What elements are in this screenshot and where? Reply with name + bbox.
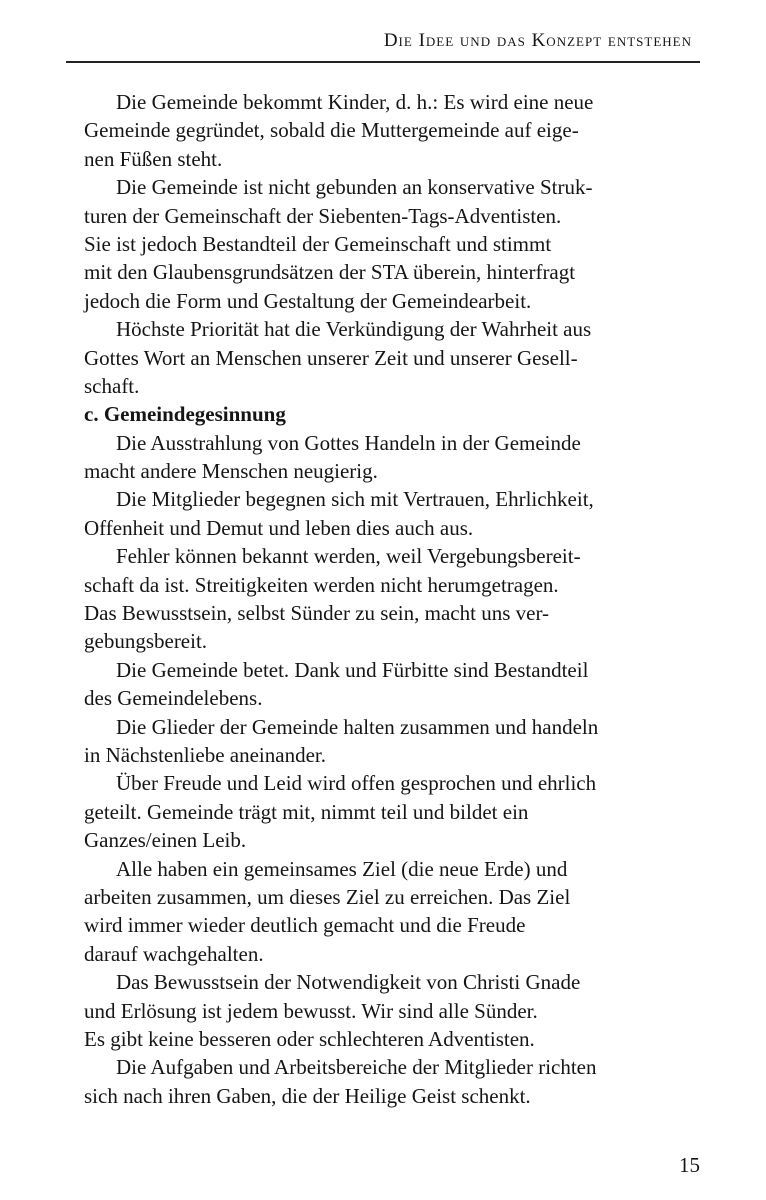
text-line: turen der Gemeinschaft der Siebenten-Tags-Adventisten.: [84, 203, 562, 228]
page-number: 15: [679, 1153, 700, 1177]
text-line: mit den Glaubensgrundsätzen der STA überein, hinterfragt: [84, 260, 576, 285]
text-line: Alle haben ein gemeinsames Ziel (die neue Erde) und: [116, 856, 568, 881]
text-line: gebungsbereit.: [84, 629, 208, 654]
text-line: Offenheit und Demut und leben dies auch aus.: [84, 515, 474, 540]
text-line: Die Gemeinde bekommt Kinder, d. h.: Es wird eine neue: [116, 90, 594, 114]
text-line: wird immer wieder deutlich gemacht und die Freude: [84, 913, 526, 938]
text-line: jedoch die Form und Gestaltung der Gemeindearbeit.: [84, 288, 532, 313]
text-line: Die Aufgaben und Arbeitsbereiche der Mitglieder richten: [116, 1055, 597, 1080]
body-text: [84, 88, 700, 1110]
text-line: sich nach ihren Gaben, die der Heilige Geist schenkt.: [84, 1083, 531, 1108]
text-line: und Erlösung ist jedem bewusst. Wir sind alle Sünder.: [84, 998, 538, 1023]
text-line: Das Bewusstsein, selbst Sünder zu sein, macht uns ver-: [84, 601, 550, 626]
section-heading: c. Gemeindegesinnung: [84, 402, 286, 427]
text-line: schaft da ist. Streitigkeiten werden nicht herumgetragen.: [84, 572, 559, 597]
text-line: Die Glieder der Gemeinde halten zusammen und handeln: [116, 714, 599, 739]
text-line: Sie ist jedoch Bestandteil der Gemeinschaft und stimmt: [84, 231, 552, 256]
text-line: Die Gemeinde betet. Dank und Fürbitte sind Bestandteil: [116, 657, 589, 682]
text-line: des Gemeindelebens.: [84, 686, 263, 711]
text-line: arbeiten zusammen, um dieses Ziel zu erreichen. Das Ziel: [84, 884, 571, 909]
text-line: schaft.: [84, 373, 140, 398]
text-line: Gemeinde gegründet, sobald die Muttergemeinde auf eige-: [84, 118, 579, 143]
running-head: Die Idee und das Konzept entstehen: [383, 30, 692, 51]
text-line: Über Freude und Leid wird offen gesprochen und ehrlich: [116, 771, 597, 796]
text-line: in Nächstenliebe aneinander.: [84, 742, 326, 767]
text-line: macht andere Menschen neugierig.: [84, 459, 378, 484]
text-line: nen Füßen steht.: [84, 146, 223, 171]
text-line: Die Ausstrahlung von Gottes Handeln in der Gemeinde: [116, 430, 581, 455]
text-line: Die Gemeinde ist nicht gebunden an konservative Struk-: [116, 175, 593, 200]
text-line: geteilt. Gemeinde trägt mit, nimmt teil und bildet ein: [84, 799, 529, 824]
text-line: Höchste Priorität hat die Verkündigung der Wahrheit aus: [116, 317, 592, 342]
header-rule: [66, 61, 700, 63]
text-line: Ganzes/einen Leib.: [84, 828, 247, 853]
text-line: Fehler können bekannt werden, weil Vergebungsbereit-: [116, 544, 581, 569]
text-line: Die Mitglieder begegnen sich mit Vertrauen, Ehrlichkeit,: [116, 487, 594, 512]
text-line: Es gibt keine besseren oder schlechteren Adventisten.: [84, 1026, 535, 1051]
text-line: darauf wachgehalten.: [84, 941, 264, 966]
text-line: Gottes Wort an Menschen unserer Zeit und unserer Gesell-: [84, 345, 578, 370]
text-line: Das Bewusstsein der Notwendigkeit von Christi Gnade: [116, 970, 581, 995]
